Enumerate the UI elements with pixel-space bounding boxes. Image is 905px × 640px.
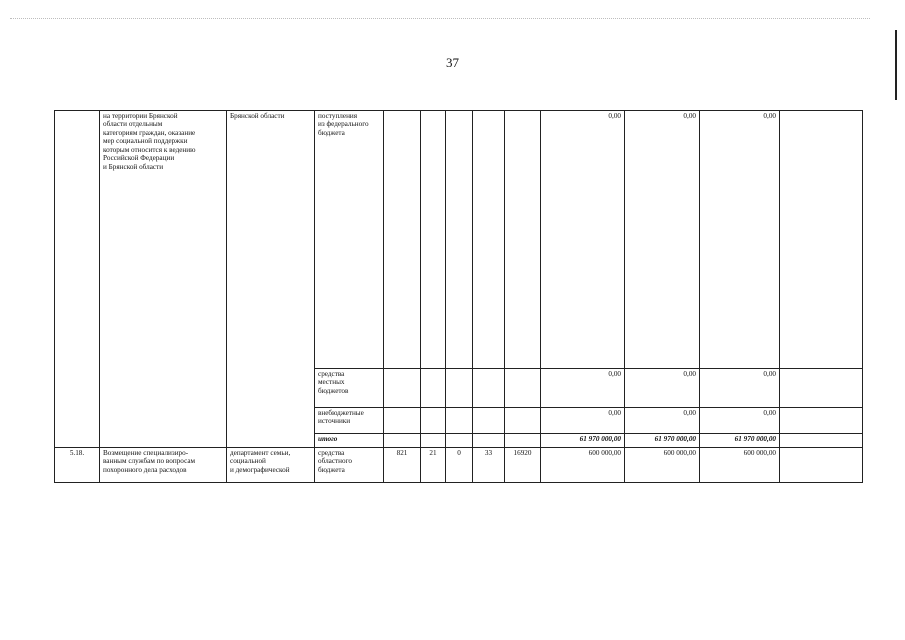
code-cell xyxy=(384,111,421,369)
code-cell xyxy=(446,111,473,369)
code-cell xyxy=(421,111,446,369)
table-row xyxy=(55,111,863,369)
source-cell: поступления из федерального бюджета xyxy=(315,111,384,369)
code-cell xyxy=(505,111,541,369)
source-cell: средства местных бюджетов xyxy=(315,369,384,408)
code-cell xyxy=(473,369,505,408)
code-cell xyxy=(446,369,473,408)
executor-cell: Брянской области xyxy=(227,111,315,448)
amount-cell: 0,00 xyxy=(541,111,625,369)
code-cell xyxy=(505,369,541,408)
code-cell xyxy=(473,111,505,369)
measure-name-cell: на территории Брянской области отдельным категориям граждан, оказание мер социальной поддержки которым относится к ведению Российской Федерации и Брянской области xyxy=(100,111,227,448)
source-cell: внебюджетные источники xyxy=(315,408,384,434)
amount-cell: 0,00 xyxy=(700,369,780,408)
note-cell xyxy=(780,408,863,434)
code-cell xyxy=(446,408,473,434)
source-cell: средства областного бюджета xyxy=(315,448,384,483)
amount-cell: 0,00 xyxy=(541,408,625,434)
code-cell xyxy=(505,434,541,448)
amount-cell: 0,00 xyxy=(541,369,625,408)
code-cell: 33 xyxy=(473,448,505,483)
total-amount-cell: 61 970 000,00 xyxy=(541,434,625,448)
measure-name-cell: Возмещение специализиро- ванным службам по вопросам похоронного дела расходов xyxy=(100,448,227,483)
code-cell xyxy=(473,408,505,434)
code-cell xyxy=(421,408,446,434)
budget-table xyxy=(54,110,863,483)
code-cell xyxy=(384,369,421,408)
code-cell xyxy=(505,408,541,434)
amount-cell: 600 000,00 xyxy=(625,448,700,483)
executor-cell: департамент семьи, социальной и демографической xyxy=(227,448,315,483)
amount-cell: 600 000,00 xyxy=(541,448,625,483)
amount-cell: 0,00 xyxy=(625,408,700,434)
code-cell: 821 xyxy=(384,448,421,483)
code-cell: 21 xyxy=(421,448,446,483)
scan-artifact xyxy=(10,18,870,21)
code-cell xyxy=(473,434,505,448)
code-cell: 0 xyxy=(446,448,473,483)
code-cell: 16920 xyxy=(505,448,541,483)
code-cell xyxy=(421,434,446,448)
total-amount-cell: 61 970 000,00 xyxy=(625,434,700,448)
note-cell xyxy=(780,369,863,408)
note-cell xyxy=(780,111,863,369)
amount-cell: 0,00 xyxy=(700,111,780,369)
table-row xyxy=(55,448,863,483)
total-label-cell: итого xyxy=(315,434,384,448)
code-cell xyxy=(384,408,421,434)
amount-cell: 600 000,00 xyxy=(700,448,780,483)
amount-cell: 0,00 xyxy=(625,111,700,369)
num-cell xyxy=(55,111,100,448)
code-cell xyxy=(421,369,446,408)
code-cell xyxy=(384,434,421,448)
note-cell xyxy=(780,434,863,448)
note-cell xyxy=(780,448,863,483)
code-cell xyxy=(446,434,473,448)
amount-cell: 0,00 xyxy=(700,408,780,434)
page-number: 37 xyxy=(446,55,459,70)
amount-cell: 0,00 xyxy=(625,369,700,408)
num-cell: 5.18. xyxy=(55,448,100,483)
total-amount-cell: 61 970 000,00 xyxy=(700,434,780,448)
